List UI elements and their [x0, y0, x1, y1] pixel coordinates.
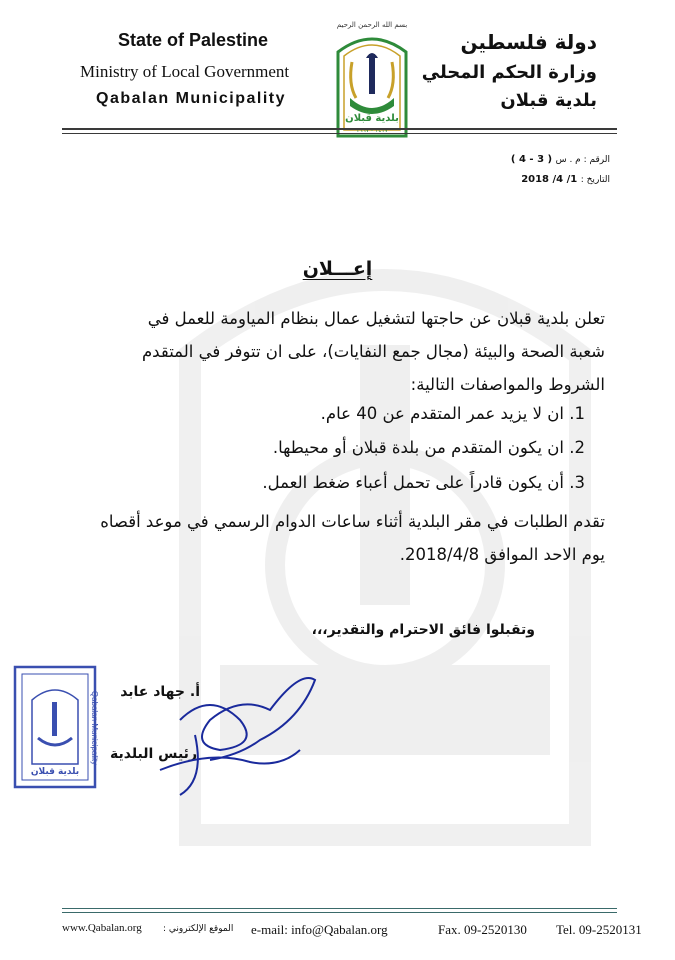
reference-number — [511, 154, 610, 165]
logo-years: ١٤١٧ - ١٩٩٧ — [356, 127, 388, 134]
footer-rule — [62, 908, 617, 909]
intro-line: شعبة الصحة والبيئة (مجال جمع النفايات)، على ان تتوفر في المتقدم — [141, 342, 605, 361]
submission-paragraph — [65, 505, 605, 571]
announcement-title: إعـــلان — [302, 258, 373, 280]
condition-item: 1. ان لا يزيد عمر المتقدم عن 40 عام. — [320, 404, 585, 423]
header-municipality-ar: بلدية قبلان — [500, 90, 597, 111]
header-ministry-ar: وزارة الحكم المحلي — [421, 62, 597, 83]
logo-basmala: بسم الله الرحمن الرحيم — [336, 21, 408, 29]
reference-date — [521, 174, 610, 185]
handwritten-signature — [150, 650, 320, 800]
submission-line: يوم الاحد الموافق 2018/4/8. — [399, 545, 605, 564]
signatory-name: أ. جهاد عابد — [120, 684, 200, 700]
intro-line: الشروط والمواصفات التالية: — [410, 375, 605, 394]
condition-item: 3. أن يكون قادراً على تحمل أعباء ضغط العمل. — [262, 473, 585, 492]
condition-item: 2. ان يكون المتقدم من بلدة قبلان أو محيطها. — [272, 438, 585, 457]
reference-number-value: ( 3 - 4 ) — [510, 154, 553, 165]
footer-website[interactable]: www.Qabalan.org — [62, 922, 142, 934]
header-rule-thin — [62, 133, 617, 134]
footer-email[interactable]: e-mail: info@Qabalan.org — [251, 922, 388, 937]
footer-fax: Fax. 09-2520130 — [438, 922, 527, 937]
header-rule — [62, 128, 617, 130]
official-stamp — [12, 664, 98, 790]
announcement-intro — [65, 302, 605, 401]
reference-date-value: 1/ 4/ 2018 — [521, 174, 578, 185]
stamp-text-ar: بلدية قبلان — [30, 767, 80, 777]
reference-number-label: الرقم : م . س — [555, 155, 610, 165]
reference-date-label: التاريخ : — [580, 175, 610, 185]
header-state-en: State of Palestine — [118, 30, 269, 50]
closing-line: وتقبلوا فائق الاحترام والتقدير،،، — [311, 622, 535, 638]
logo-name: بلدية قبلان — [345, 113, 399, 124]
signatory-title: رئيس البلدية — [109, 746, 197, 762]
footer-rule-thin — [62, 912, 617, 913]
header-municipality-en: Qabalan Municipality — [96, 90, 287, 107]
stamp-text-en: Qabalan Municipality — [90, 690, 99, 766]
submission-line: تقدم الطلبات في مقر البلدية أثناء ساعات الدوام الرسمي في موعد أقصاه — [100, 512, 605, 531]
header-state-ar: دولة فلسطين — [460, 30, 597, 54]
footer-website-label: الموقع الإلكتروني : — [163, 924, 234, 934]
footer-tel: Tel. 09-2520131 — [556, 922, 642, 937]
header-ministry-en: Ministry of Local Government — [80, 62, 290, 81]
municipality-logo — [332, 18, 412, 142]
intro-line: تعلن بلدية قبلان عن حاجتها لتشغيل عمال بنظام المياومة للعمل في — [147, 309, 605, 328]
